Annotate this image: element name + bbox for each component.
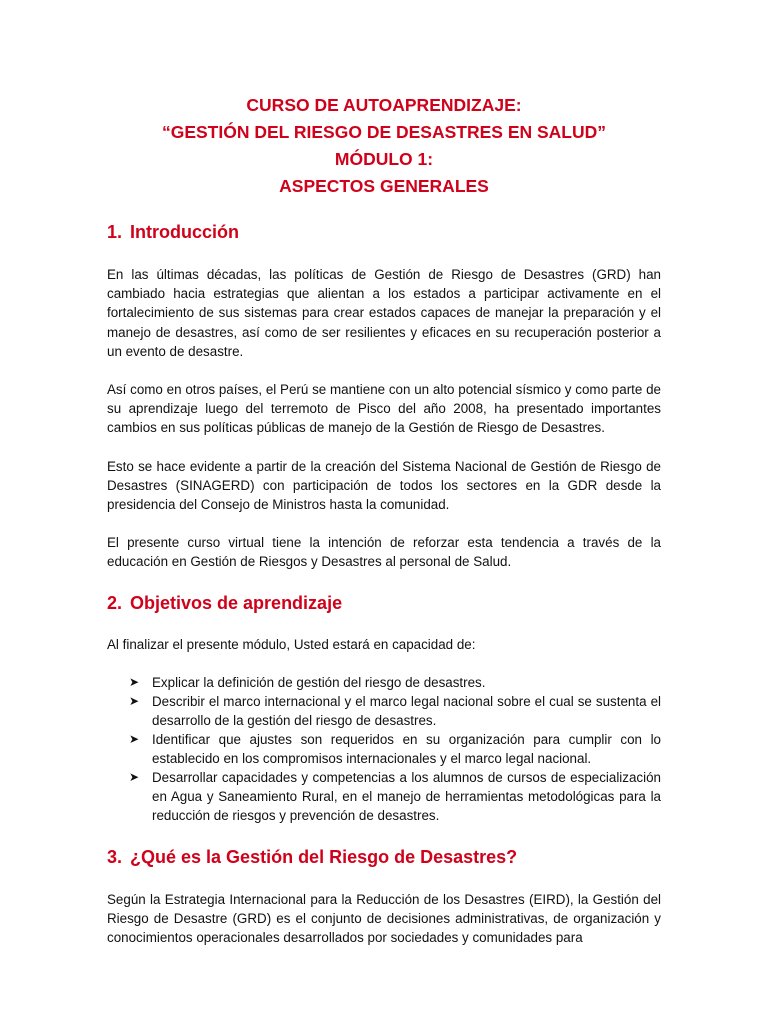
intro-paragraph-3: Esto se hace evidente a partir de la creación del Sistema Nacional de Gestión de Riesgo de Desastres (SINAGERD) con participación de todos los sectores en la GDR desde la presidencia del Consejo de Ministros hasta la comunidad. [107,458,661,513]
section-number: 1. [107,222,123,242]
list-item: ➤ Identificar que ajustes son requeridos en su organización para cumplir con lo establecido en los compromisos internacionales y el marco legal nacional. [129,731,661,766]
objectives-intro: Al finalizar el presente módulo, Usted estará en capacidad de: [107,636,476,652]
arrowhead-bullet-icon: ➤ [129,693,140,708]
section-heading-text: Introducción [130,222,240,242]
intro-paragraph-1: En las últimas décadas, las políticas de Gestión de Riesgo de Desastres (GRD) han cambiado hacia estrategias que alientan a los estados a participar activamente en el fortalecimiento de sus sistemas para crear estados capaces de manejar la preparación y el manejo de desastres, así como de ser resilientes y eficaces en su recuperación posterior a un evento de desastre. [107,267,661,359]
section-heading-objetivos [107,591,661,615]
arrowhead-bullet-icon: ➤ [129,731,140,746]
section-heading-text: Objetivos de aprendizaje [130,592,343,613]
section-heading-introduccion [107,220,661,244]
section-number: 2. [107,592,123,613]
intro-paragraph-4: El presente curso virtual tiene la intención de reforzar esta tendencia a través de la educación en Gestión de Riesgos y Desastres al personal de Salud. [107,535,661,570]
section-heading-text: ¿Qué es la Gestión del Riesgo de Desastres? [130,846,518,867]
title-line-1: CURSO DE AUTOAPRENDIZAJE: [246,95,522,115]
arrowhead-bullet-icon: ➤ [129,769,140,784]
section-heading-gestion-riesgo [107,845,661,869]
list-item: ➤ Describir el marco internacional y el marco legal nacional sobre el cual se sustenta el desarrollo de la gestión del riesgo de desastres. [129,693,661,728]
title-line-3: MÓDULO 1: [334,149,434,169]
arrowhead-bullet-icon: ➤ [129,674,140,689]
document-title [107,92,661,200]
title-line-4: ASPECTOS GENERALES [279,176,489,196]
list-item: ➤ Explicar la definición de gestión del riesgo de desastres. [129,674,486,690]
list-item: ➤ Desarrollar capacidades y competencias a los alumnos de cursos de especialización en Agua y Saneamiento Rural, en el manejo de herramientas metodológicas para la reducción de riesgos y prevención de desastres. [129,769,661,823]
objectives-list [107,673,661,825]
intro-paragraph-2: Así como en otros países, el Perú se mantiene con un alto potencial sísmico y como parte de su aprendizaje luego del terremoto de Pisco del año 2008, ha presentado importantes cambios en sus políticas públicas de manejo de la Gestión de Riesgo de Desastres. [107,382,661,436]
gestion-paragraph-1: Según la Estrategia Internacional para la Reducción de los Desastres (EIRD), la Gestión del Riesgo de Desastre (GRD) es el conjunto de decisiones administrativas, de organización y conocimientos operacionales desarrollados por sociedades y comunidades para [107,891,661,946]
section-number: 3. [107,846,123,867]
title-line-2: “GESTIÓN DEL RIESGO DE DESASTRES EN SALUD” [161,122,607,142]
